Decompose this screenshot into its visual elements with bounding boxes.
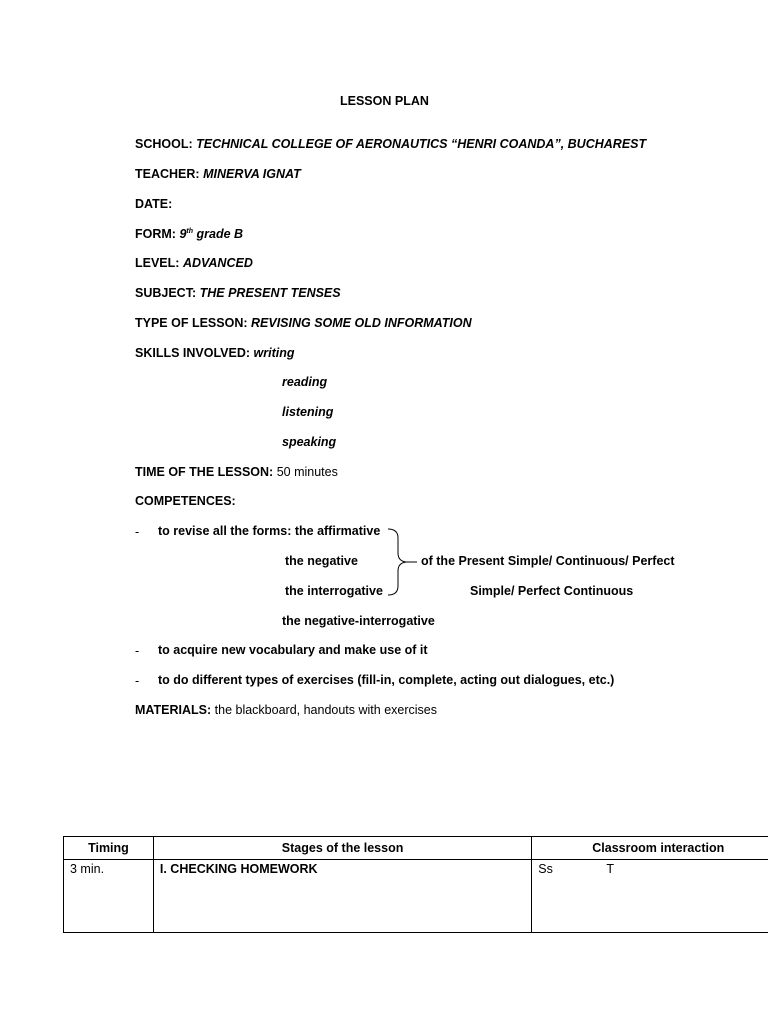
teacher-value: MINERVA IGNAT [203, 167, 301, 181]
level-value: ADVANCED [182, 256, 253, 270]
lesson-type-line [135, 316, 472, 330]
skill-item: reading [282, 375, 328, 389]
column-header-timing: Timing [64, 837, 154, 860]
competence-item: to revise all the forms: the affirmative [158, 524, 381, 538]
cell-interaction [532, 860, 768, 933]
subject-value: THE PRESENT TENSES [199, 286, 341, 300]
skill-item: listening [282, 405, 334, 419]
level-label: LEVEL: [135, 256, 180, 270]
table-row [64, 860, 768, 933]
lesson-type-value: REVISING SOME OLD INFORMATION [251, 316, 472, 330]
cell-stage: I. CHECKING HOMEWORK [153, 860, 531, 933]
form-item-negative: the negative [285, 554, 358, 568]
form-number: 9 [179, 227, 187, 241]
school-line [135, 137, 646, 151]
form-grade: grade B [196, 227, 244, 241]
time-label: TIME OF THE LESSON: [135, 465, 274, 479]
school-value: TECHNICAL COLLEGE OF AERONAUTICS “HENRI COANDA”, BUCHAREST [196, 137, 647, 151]
cell-timing: 3 min. [64, 860, 154, 933]
lesson-type-label: TYPE OF LESSON: [135, 316, 248, 330]
lesson-stages-table [63, 836, 768, 933]
form-value [179, 227, 243, 241]
skill-item: speaking [282, 435, 337, 449]
competence-item: to do different types of exercises (fill-in, complete, acting out dialogues, etc.) [158, 673, 615, 687]
form-line [135, 227, 243, 241]
skills-line [135, 346, 295, 360]
skill-item: writing [253, 346, 295, 360]
time-line [135, 465, 338, 479]
bullet-dash: - [135, 525, 140, 539]
level-line [135, 256, 253, 270]
date-label: DATE: [135, 197, 173, 211]
tense-text-line1: of the Present Simple/ Continuous/ Perfect [421, 554, 675, 568]
column-header-stages: Stages of the lesson [153, 837, 531, 860]
form-item-interrogative: the interrogative [285, 584, 383, 598]
materials-value: the blackboard, handouts with exercises [214, 703, 437, 717]
form-item-negative-interrogative: the negative-interrogative [282, 614, 435, 628]
form-label: FORM: [135, 227, 176, 241]
tense-text-line2: Simple/ Perfect Continuous [470, 584, 634, 598]
school-label: SCHOOL: [135, 137, 193, 151]
page-title: LESSON PLAN [340, 94, 429, 108]
table-header-row [64, 837, 768, 860]
teacher-line [135, 167, 301, 181]
competence-item: to acquire new vocabulary and make use of it [158, 643, 428, 657]
bullet-dash: - [135, 644, 140, 658]
form-ordinal-suffix: th [186, 227, 194, 235]
teacher-label: TEACHER: [135, 167, 200, 181]
curly-brace-icon [384, 526, 424, 598]
interaction-students: Ss [538, 862, 553, 876]
materials-line [135, 703, 437, 717]
interaction-teacher: T [606, 862, 614, 876]
bullet-dash: - [135, 674, 140, 688]
subject-line [135, 286, 341, 300]
subject-label: SUBJECT: [135, 286, 197, 300]
competences-label: COMPETENCES: [135, 494, 236, 508]
column-header-interaction: Classroom interaction [532, 837, 768, 860]
time-value: 50 minutes [276, 465, 338, 479]
materials-label: MATERIALS: [135, 703, 212, 717]
skills-label: SKILLS INVOLVED: [135, 346, 251, 360]
